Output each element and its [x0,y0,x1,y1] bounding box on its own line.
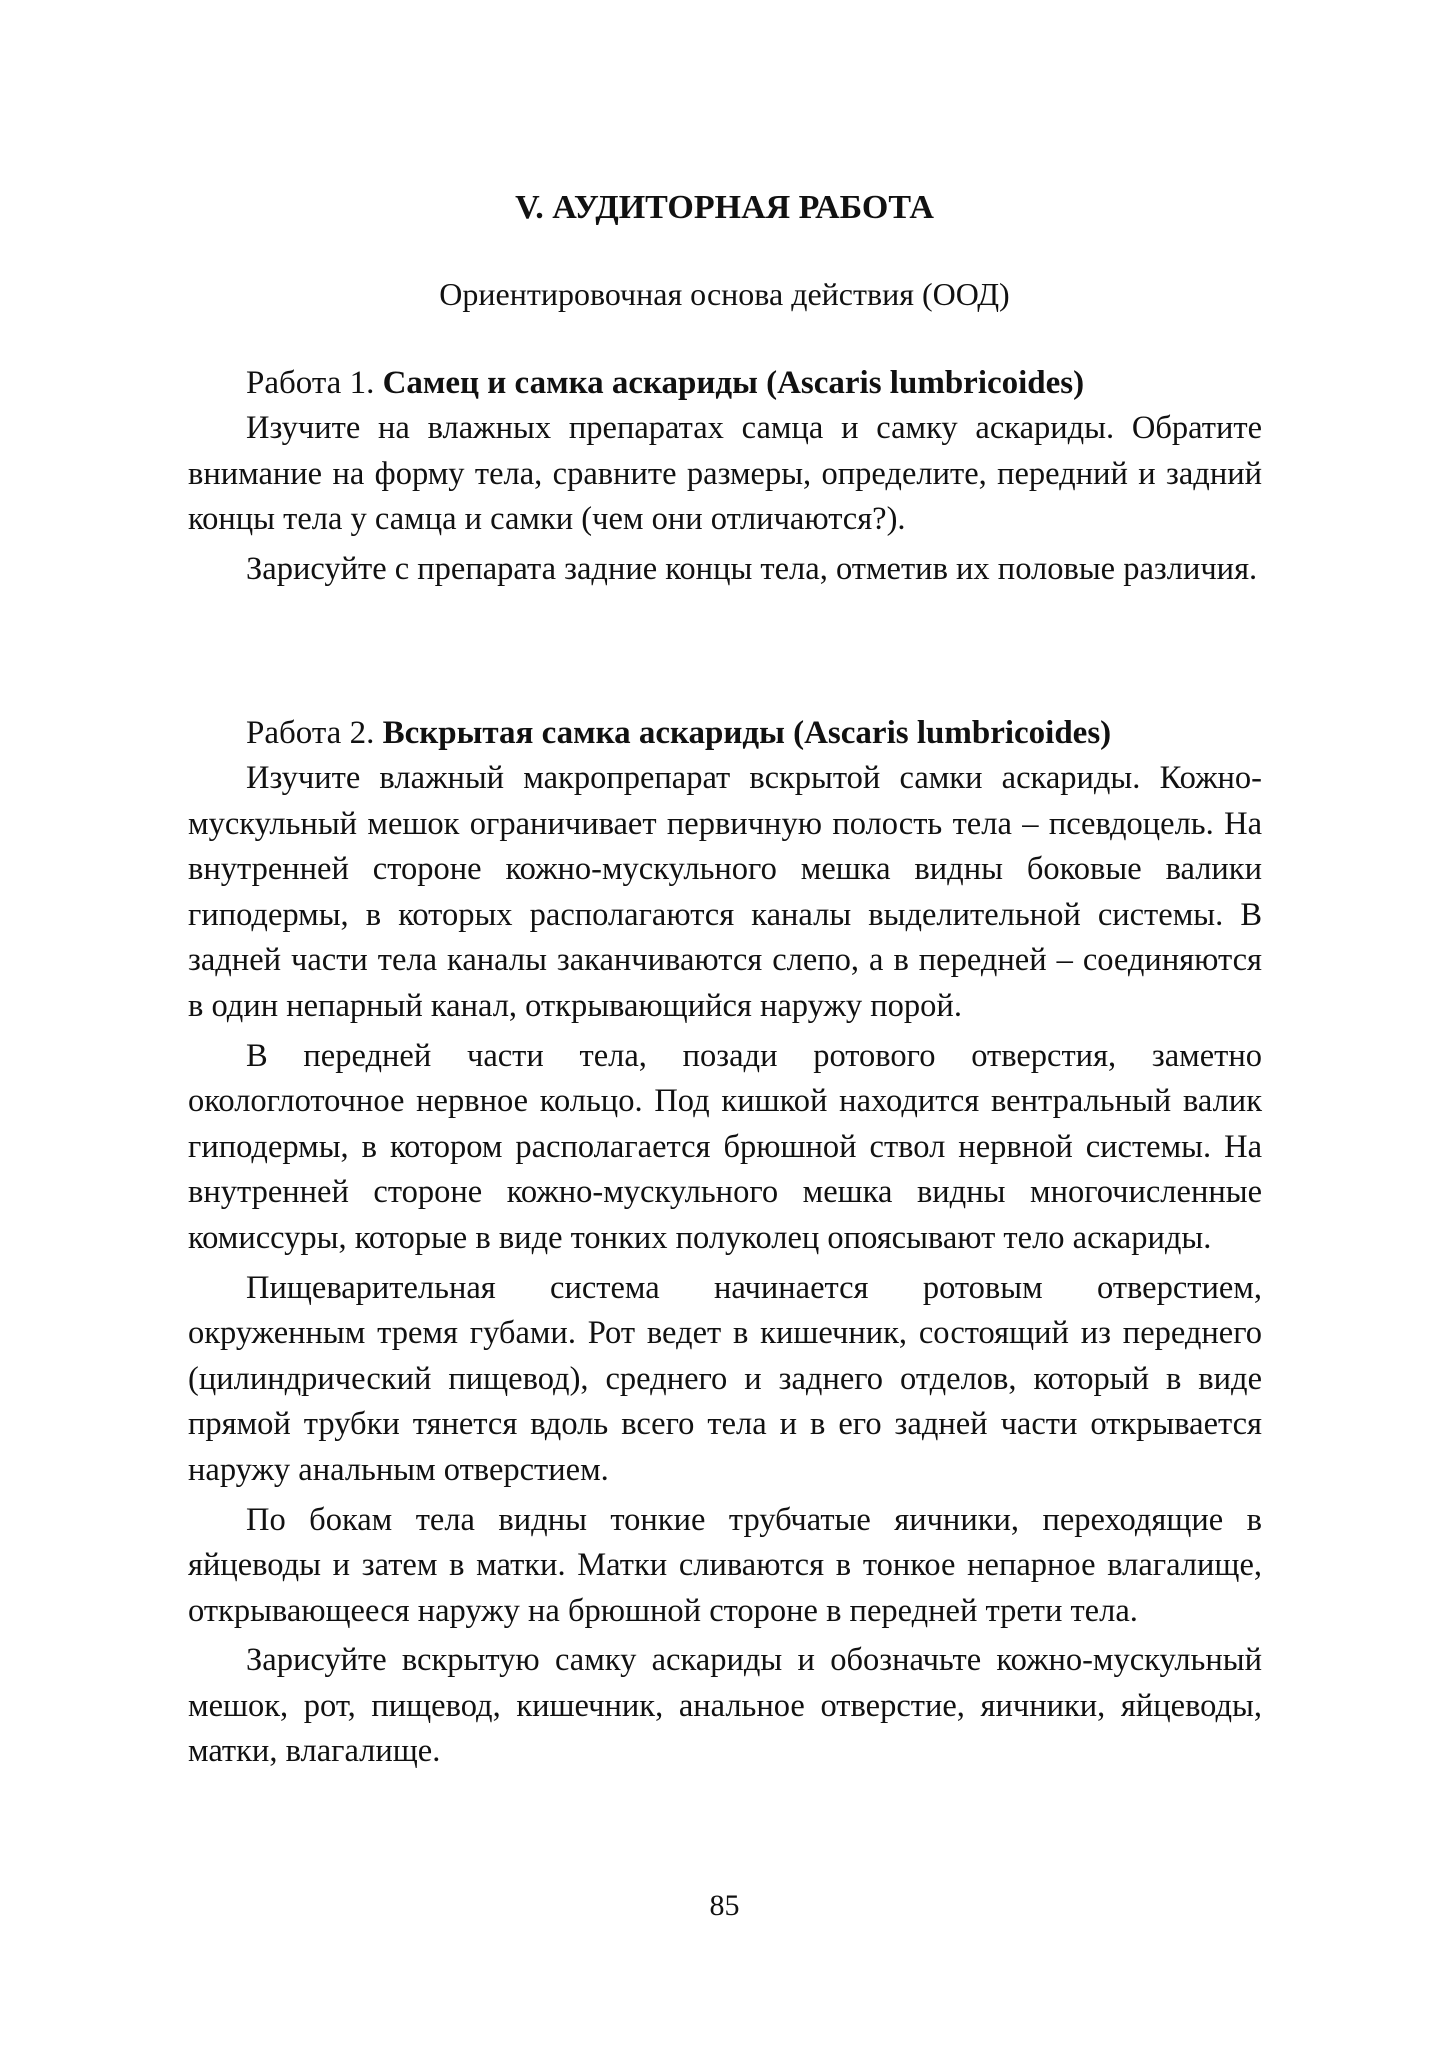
work-2-paragraph-4: По бокам тела видны тонкие трубчатые яичники, переходящие в яйцеводы и затем в матки. Матки сливаются в тонкое непарное влагалище, открывающееся наружу на брюшной стороне в передней трети тела. [188,1501,1262,1629]
work-2-paragraph-3: Пищеварительная система начинается ротовым отверстием, окруженным тремя губами. Рот ведет в кишечник, состоящий из переднего (цилиндрический пищевод), среднего и заднего отделов, который в виде прямой трубки тянется вдоль всего тела и в его задней части открывается наружу анальным отверстием. [188,1269,1262,1488]
page-title: V. АУДИТОРНАЯ РАБОТА [515,189,934,226]
work-2-paragraph-5: Зарисуйте вскрытую самку аскариды и обозначьте кожно-мускульный мешок, рот, пищевод, кишечник, анальное отверстие, яичники, яйцеводы, матки, влагалище. [188,1642,1262,1770]
work-2-section [188,710,1262,1779]
work-1-title: Самец и самка аскариды (Ascaris lumbricoides) [382,365,1085,401]
work-1-paragraph-1: Изучите на влажных препаратах самца и самку аскариды. Обратите внимание на форму тела, сравните размеры, определите, передний и задний концы тела у самца и самки (чем они отличаются?). [188,410,1262,538]
page-number: 85 [709,1889,740,1922]
work-2-paragraph-1: Изучите влажный макропрепарат вскрытой самки аскариды. Кожно-мускульный мешок ограничивает первичную полость тела – псевдоцель. На внутренней стороне кожно-мускульного мешка видны боковые валики гиподермы, в которых располагаются каналы выделительной системы. В задней части тела каналы заканчиваются слепо, а в передней – соединяются в один непарный канал, открывающийся наружу порой. [188,760,1262,1024]
work-1-label: Работа 1. [246,365,375,401]
work-2-label: Работа 2. [246,715,375,751]
work-2-paragraph-2: В передней части тела, позади ротового отверстия, заметно окологлоточное нервное кольцо. Под кишкой находится вентральный валик гиподермы, в котором располагается брюшной ствол нервной системы. На внутренней стороне кожно-мускульного мешка видны многочисленные комиссуры, которые в виде тонких полуколец опоясывают тело аскариды. [188,1037,1262,1256]
work-2-title: Вскрытая самка аскариды (Ascaris lumbricoides) [382,715,1112,751]
work-1-section [188,360,1262,596]
page-subtitle: Ориентировочная основа действия (ООД) [439,276,1010,312]
work-1-heading [188,360,1262,406]
work-2-heading [188,710,1262,756]
work-1-paragraph-2: Зарисуйте с препарата задние концы тела, отметив их половые различия. [246,550,1258,587]
